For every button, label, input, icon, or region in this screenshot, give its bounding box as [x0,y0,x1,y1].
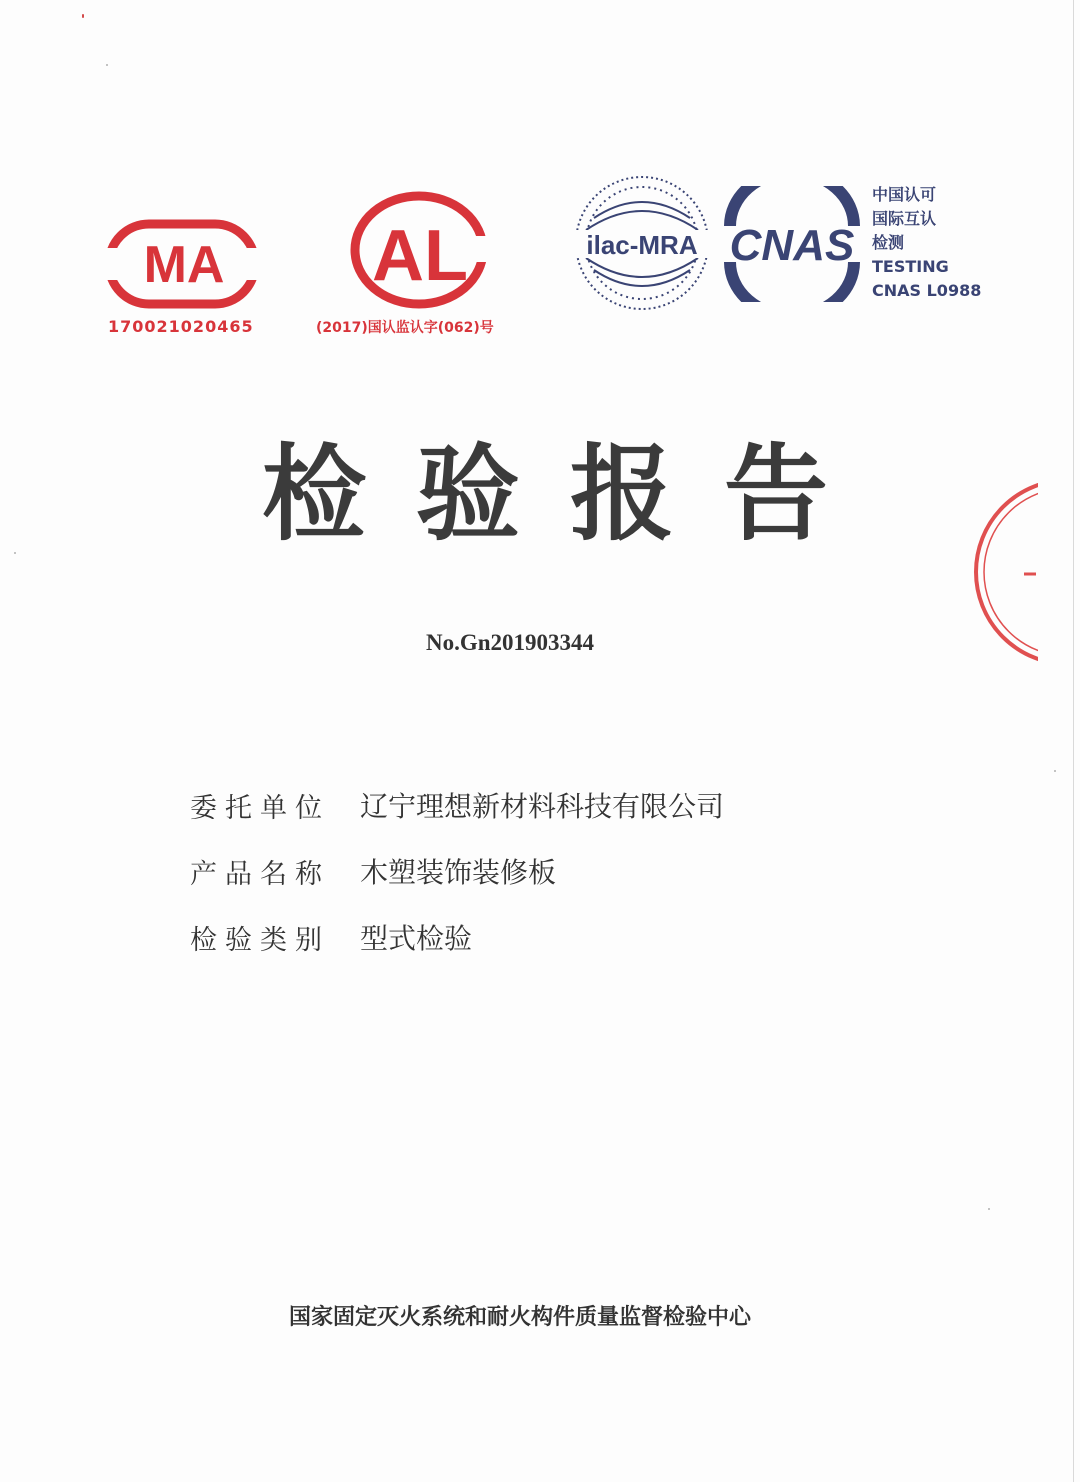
field-value: 木塑装饰装修板 [360,856,557,889]
field-label: 检验类别 [190,924,330,956]
cnas-accreditation-text [872,183,981,303]
scan-speck [1054,770,1056,772]
report-title: 检验报告 [261,433,878,555]
scan-speck [988,1208,990,1210]
field-label: 委托单位 [190,792,330,824]
cnas-line: 国际互认 [872,209,937,228]
cal-logo-icon [348,190,490,310]
cnas-mark-text: CNAS [729,221,855,270]
cma-mark-text: MA [143,236,225,294]
cnas-line: TESTING [872,257,949,276]
field-value: 型式检验 [360,922,473,955]
cnas-line: 中国认可 [872,185,937,204]
field-row-client [190,772,724,838]
report-fields [190,772,724,970]
ilac-mark-text: ilac-MRA [586,230,698,260]
page-edge-line [1073,0,1074,1482]
field-label: 产品名称 [190,858,330,890]
scan-speck [82,14,84,18]
ilac-mra-logo-icon [572,172,712,314]
field-row-product [190,838,724,904]
official-seal-icon [958,476,1038,668]
report-number: No.Gn201903344 [425,630,595,655]
cma-number: 170021020465 [108,317,254,336]
cnas-line: CNAS L0988 [872,281,982,300]
cnas-line: 检测 [872,233,905,252]
field-row-inspection-type [190,904,724,970]
cal-caption: (2017)国认监认字(062)号 [316,320,494,336]
scan-speck [106,64,108,66]
issuing-organization: 国家固定灭火系统和耐火构件质量监督检验中心 [288,1305,751,1330]
scan-speck [14,552,16,554]
cnas-logo-icon [716,186,868,302]
field-value: 辽宁理想新材料科技有限公司 [360,790,725,823]
cma-logo-icon [104,218,260,310]
cal-mark-text: AL [372,216,468,296]
